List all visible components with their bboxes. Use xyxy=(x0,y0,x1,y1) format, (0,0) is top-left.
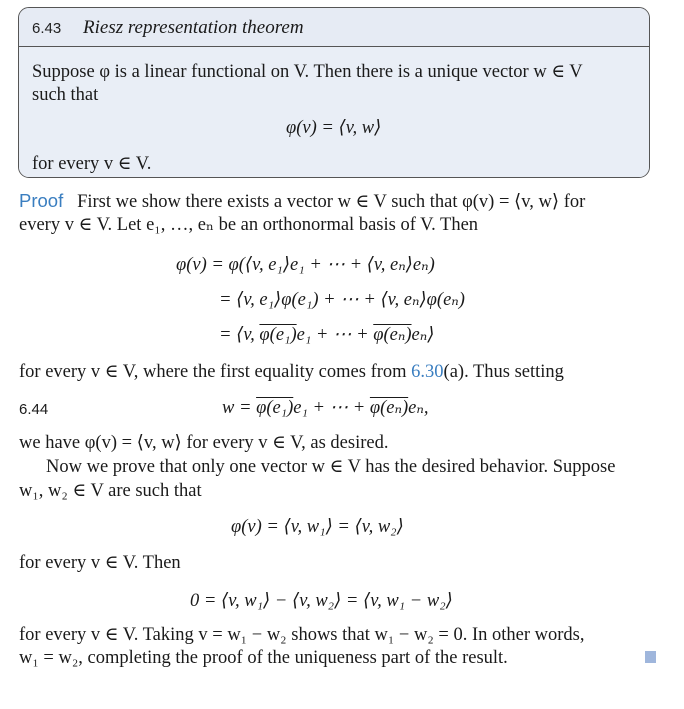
proof-equation-3 xyxy=(219,324,434,346)
equation-label-6-44: 6.44 xyxy=(19,401,49,418)
eq4-post: eₙ, xyxy=(408,398,429,418)
proof-line-3 xyxy=(19,361,564,383)
eq3-close: eₙ⟩ xyxy=(411,325,435,345)
theorem-body xyxy=(19,47,649,177)
eq3-mid: e₁ + ⋯ + xyxy=(296,325,374,345)
proof-line-7: for every v ∈ V. Then xyxy=(19,553,181,573)
proof-line-6: w₁, w₂ ∈ V are such that xyxy=(19,481,202,501)
eq4-pre: w = xyxy=(222,398,257,418)
theorem-equation: φ(v) = ⟨v, w⟩ xyxy=(286,118,382,138)
eq3-open: = ⟨v, xyxy=(219,325,260,345)
eq4-conj-1: φ(e₁) xyxy=(256,398,294,418)
theorem-number: 6.43 xyxy=(32,20,62,37)
proof-equation-1: φ(v) = φ(⟨v, e₁⟩e₁ + ⋯ + ⟨v, eₙ⟩eₙ) xyxy=(176,255,435,275)
theorem-title: Riesz representation theorem xyxy=(83,17,304,38)
eq3-conj-1: φ(e₁) xyxy=(259,325,297,345)
proof-equation-5: φ(v) = ⟨v, w₁⟩ = ⟨v, w₂⟩ xyxy=(231,517,404,537)
eq4-conj-2: φ(eₙ) xyxy=(369,398,409,418)
proof-line-4: we have φ(v) = ⟨v, w⟩ for every v ∈ V, as desired. xyxy=(19,433,389,453)
theorem-box xyxy=(18,7,650,178)
theorem-header xyxy=(19,8,649,47)
theorem-line-1: Suppose φ is a linear functional on V. Then there is a unique vector w ∈ V xyxy=(32,62,583,82)
proof-line-8: for every v ∈ V. Taking v = w₁ − w₂ shows that w₁ − w₂ = 0. In other words, xyxy=(19,625,585,645)
proof-line-5: Now we prove that only one vector w ∈ V has the desired behavior. Suppose xyxy=(46,457,616,477)
proof-equation-6: 0 = ⟨v, w₁⟩ − ⟨v, w₂⟩ = ⟨v, w₁ − w₂⟩ xyxy=(190,591,453,611)
proof-line-2: every v ∈ V. Let e₁, …, eₙ be an orthonormal basis of V. Then xyxy=(19,215,479,235)
proof-equation-4 xyxy=(222,397,429,419)
proof-label: Proof xyxy=(19,190,64,211)
proof-line-3-pre: for every v ∈ V, where the first equality comes from xyxy=(19,362,412,382)
proof-line-1-text: First we show there exists a vector w ∈ V such that φ(v) = ⟨v, w⟩ for xyxy=(77,192,586,212)
eq3-conj-2: φ(eₙ) xyxy=(373,325,412,345)
proof-line-1 xyxy=(19,190,585,213)
qed-mark xyxy=(645,651,656,663)
ref-6-30-link[interactable]: 6.30 xyxy=(411,362,444,382)
theorem-line-2: such that xyxy=(32,85,99,105)
proof-line-3-post: (a). Thus setting xyxy=(443,362,564,382)
theorem-line-3: for every v ∈ V. xyxy=(32,154,152,174)
proof-line-9: w₁ = w₂, completing the proof of the uniqueness part of the result. xyxy=(19,648,508,668)
proof-equation-2: = ⟨v, e₁⟩φ(e₁) + ⋯ + ⟨v, eₙ⟩φ(eₙ) xyxy=(219,290,465,310)
eq4-mid: e₁ + ⋯ + xyxy=(293,398,370,418)
